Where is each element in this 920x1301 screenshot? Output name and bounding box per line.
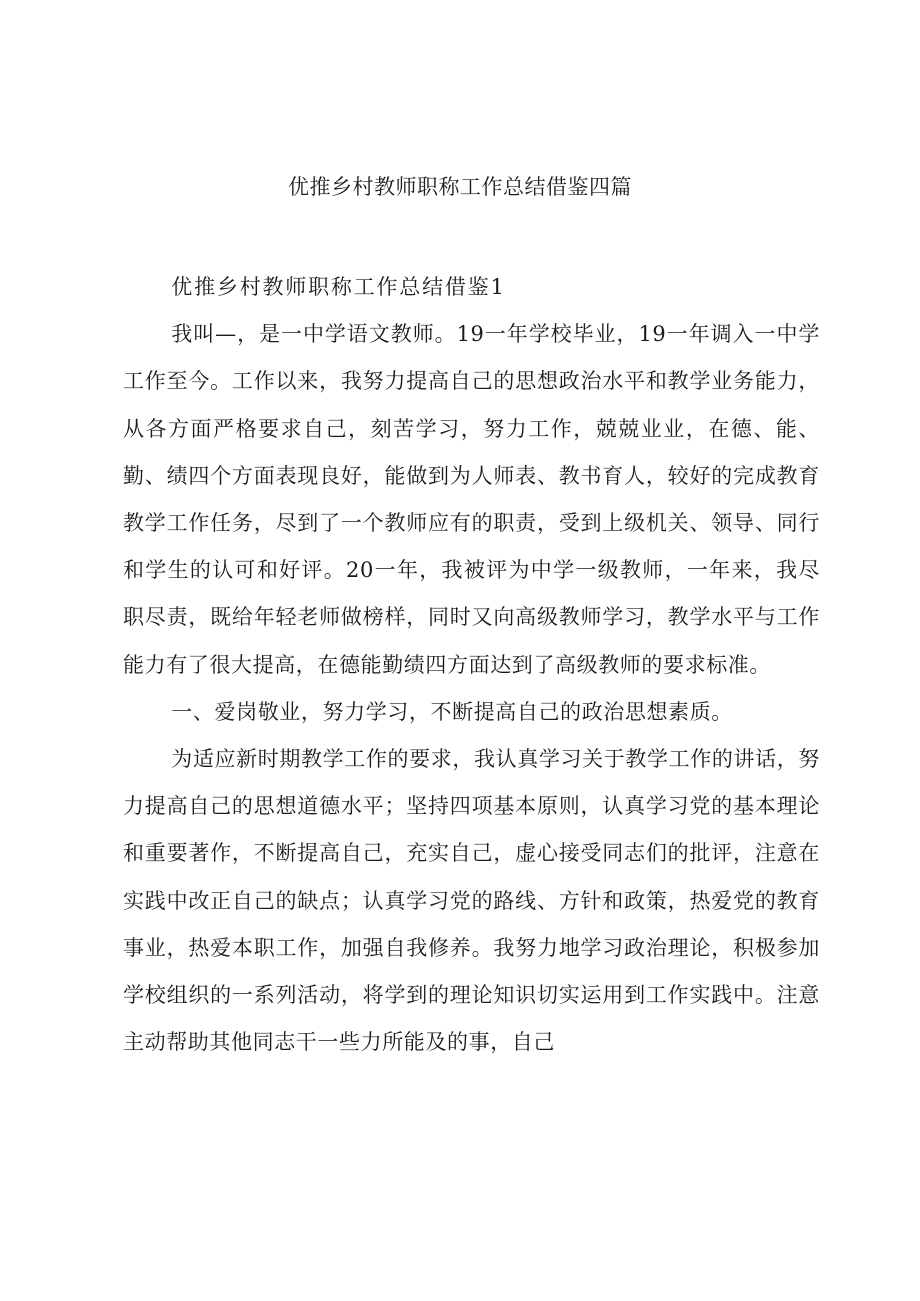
section-heading-one: 一、爱岗敬业，努力学习，不断提高自己的政治思想素质。	[171, 699, 733, 724]
body-paragraph-study: 为适应新时期教学工作的要求，我认真学习关于教学工作的讲话，努力提高自己的思想道德水平；坚持四项基本原则，认真学习党的基本理论和重要著作，不断提高自己，充实自己，虚心接受同志们的批评，注意在实践中改正自己的缺点；认真学习党的路线、方针和政策，热爱党的教育事业，热爱本职工作，加强自我修养。我努力地学习政治理论，积极参加学校组织的一系列活动，将学到的理论知识切实运用到工作实践中。注意主动帮助其他同志干一些力所能及的事，自己	[123, 747, 820, 1055]
document-title: 优推乡村教师职称工作总结借鉴四篇	[288, 175, 632, 199]
body-paragraph-intro: 我叫—，是一中学语文教师。19一年学校毕业，19一年调入一中学工作至今。工作以来，我努力提高自己的思想政治水平和教学业务能力，从各方面严格要求自己，刻苦学习，努力工作，兢兢业业，在德、能、勤、绩四个方面表现良好，能做到为人师表、教书育人，较好的完成教育教学工作任务，尽到了一个教师应有的职责，受到上级机关、领导、同行和学生的认可和好评。20一年，我被评为中学一级教师，一年来，我尽职尽责，既给年轻老师做榜样，同时又向高级教师学习，教学水平与工作能力有了很大提高，在德能勤绩四方面达到了高级教师的要求标准。	[123, 322, 820, 677]
section-heading: 优推乡村教师职称工作总结借鉴1	[171, 275, 506, 299]
document-body	[123, 264, 820, 1066]
